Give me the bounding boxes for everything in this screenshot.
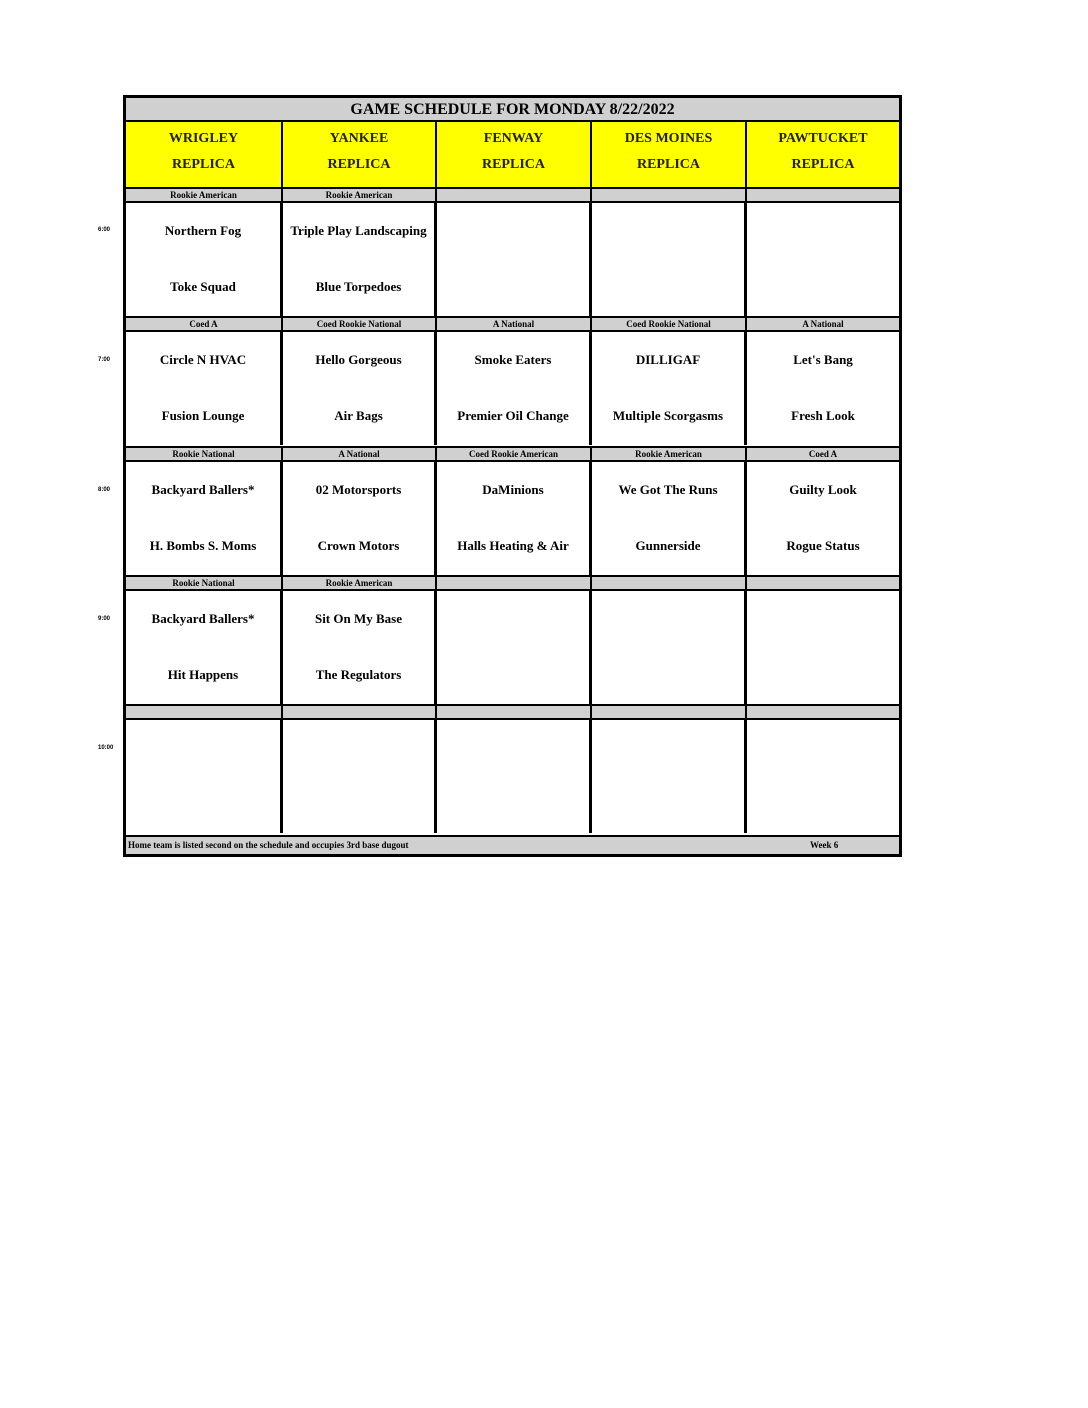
division-label: Coed Rookie American	[437, 446, 592, 462]
game-cell	[283, 720, 437, 833]
game-cell	[283, 332, 437, 445]
game-cell	[747, 720, 899, 833]
field-type: REPLICA	[636, 157, 700, 172]
division-label	[126, 704, 283, 720]
division-label: Rookie American	[283, 187, 437, 203]
home-team: Fresh Look	[791, 408, 855, 423]
game-cell	[126, 591, 283, 704]
home-team: Blue Torpedoes	[315, 279, 402, 294]
schedule-sheet	[123, 95, 902, 857]
division-label	[592, 575, 747, 591]
division-label	[283, 704, 437, 720]
game-cell	[437, 462, 592, 575]
game-cell	[437, 720, 592, 833]
home-team: Crown Motors	[317, 538, 400, 553]
game-cell	[592, 332, 747, 445]
game-cell	[747, 462, 899, 575]
division-label: Coed Rookie National	[283, 316, 437, 332]
game-cell	[747, 591, 899, 704]
time-slot-label: 10:00	[98, 745, 114, 751]
field-type: REPLICA	[791, 157, 855, 172]
field-header	[437, 122, 592, 187]
division-label	[592, 187, 747, 203]
home-team: Rogue Status	[786, 538, 860, 553]
game-cell	[126, 720, 283, 833]
game-cell	[437, 332, 592, 445]
field-header	[126, 122, 283, 187]
division-label	[437, 704, 592, 720]
field-type: REPLICA	[327, 157, 391, 172]
home-team-note: Home team is listed second on the schedule and occupies 3rd base dugout	[128, 840, 409, 850]
game-cell	[747, 332, 899, 445]
game-cell	[592, 203, 747, 316]
division-label	[747, 187, 899, 203]
game-cell	[437, 591, 592, 704]
home-team: H. Bombs S. Moms	[149, 538, 257, 553]
time-slot-label: 6:00	[98, 227, 111, 233]
field-header	[283, 122, 437, 187]
field-name: WRIGLEY	[168, 131, 239, 146]
division-label: Coed Rookie National	[592, 316, 747, 332]
visiting-team: 02 Motorsports	[315, 482, 402, 497]
field-type: REPLICA	[481, 157, 545, 172]
visiting-team: Sit On My Base	[314, 611, 403, 626]
home-team: Premier Oil Change	[457, 408, 569, 423]
visiting-team: Circle N HVAC	[159, 352, 247, 367]
visiting-team: DILLIGAF	[635, 352, 701, 367]
division-label	[437, 187, 592, 203]
visiting-team: Northern Fog	[164, 223, 242, 238]
home-team: Toke Squad	[170, 279, 236, 294]
game-cell	[283, 462, 437, 575]
field-header	[592, 122, 747, 187]
visiting-team: Triple Play Landscaping	[290, 223, 427, 238]
division-label: A National	[437, 316, 592, 332]
division-label: Rookie National	[126, 446, 283, 462]
field-header	[747, 122, 899, 187]
division-label: Rookie National	[126, 575, 283, 591]
division-label: Coed A	[126, 316, 283, 332]
field-name: FENWAY	[483, 131, 544, 146]
field-name: DES MOINES	[624, 131, 713, 146]
division-label: Rookie American	[283, 575, 437, 591]
schedule-title: GAME SCHEDULE FOR MONDAY 8/22/2022	[126, 98, 899, 122]
game-cell	[592, 462, 747, 575]
schedule-footer	[126, 835, 899, 854]
visiting-team: Let's Bang	[793, 352, 853, 367]
division-label: A National	[747, 316, 899, 332]
field-name: PAWTUCKET	[778, 131, 868, 146]
division-label: Rookie American	[592, 446, 747, 462]
division-label: Coed A	[747, 446, 899, 462]
division-label	[437, 575, 592, 591]
time-slot-label: 7:00	[98, 357, 111, 363]
home-team: Gunnerside	[635, 538, 701, 553]
game-cell	[283, 203, 437, 316]
game-cell	[747, 203, 899, 316]
game-cell	[283, 591, 437, 704]
time-slot-label: 9:00	[98, 616, 111, 622]
visiting-team: Smoke Eaters	[474, 352, 552, 367]
game-cell	[126, 203, 283, 316]
home-team: Air Bags	[334, 408, 383, 423]
home-team: The Regulators	[315, 667, 402, 682]
game-cell	[592, 591, 747, 704]
visiting-team: We Got The Runs	[618, 482, 718, 497]
division-label: Rookie American	[126, 187, 283, 203]
game-cell	[126, 332, 283, 445]
division-label	[592, 704, 747, 720]
game-cell	[437, 203, 592, 316]
field-type: REPLICA	[171, 157, 235, 172]
home-team: Fusion Lounge	[161, 408, 245, 423]
game-cell	[126, 462, 283, 575]
division-label	[747, 575, 899, 591]
visiting-team: DaMinions	[482, 482, 544, 497]
game-cell	[592, 720, 747, 833]
division-label: A National	[283, 446, 437, 462]
visiting-team: Guilty Look	[789, 482, 857, 497]
field-name: YANKEE	[329, 131, 389, 146]
time-slot-label: 8:00	[98, 487, 111, 493]
home-team: Multiple Scorgasms	[612, 408, 724, 423]
week-label: Week 6	[810, 840, 839, 850]
division-label	[747, 704, 899, 720]
home-team: Halls Heating & Air	[457, 538, 569, 553]
visiting-team: Backyard Ballers*	[151, 611, 255, 626]
visiting-team: Hello Gorgeous	[315, 352, 402, 367]
home-team: Hit Happens	[167, 667, 239, 682]
visiting-team: Backyard Ballers*	[151, 482, 255, 497]
